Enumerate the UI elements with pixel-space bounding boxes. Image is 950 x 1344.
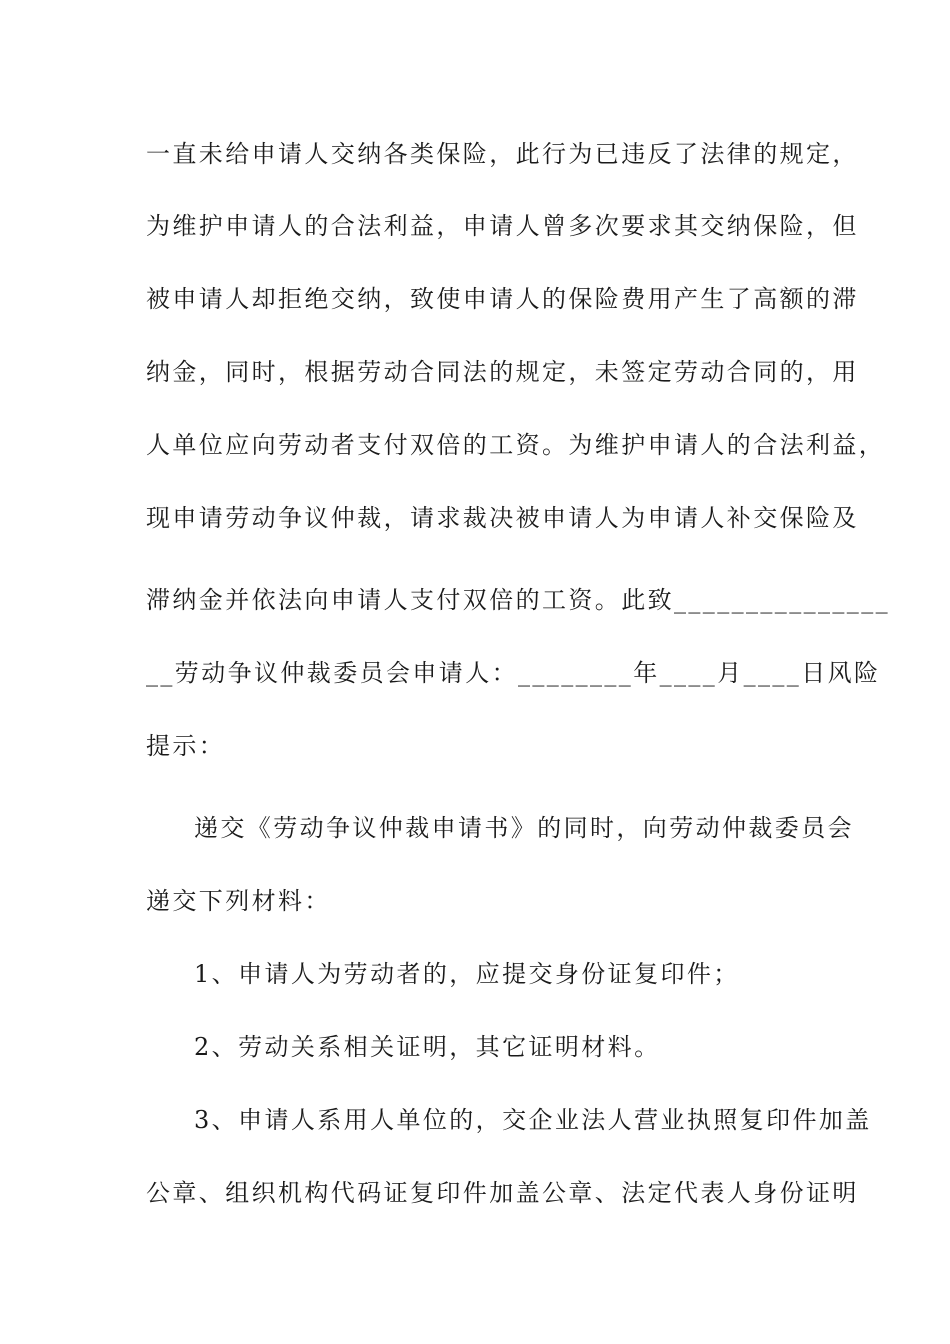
text-line: 为维护申请人的合法利益，申请人曾多次要求其交纳保险，但 (146, 212, 859, 240)
text-line: 人单位应向劳动者支付双倍的工资。为维护申请人的合法利益， (146, 431, 886, 459)
list-item: 1、申请人为劳动者的，应提交身份证复印件； (194, 960, 740, 988)
list-item: 3、申请人系用人单位的，交企业法人营业执照复印件加盖 (194, 1106, 872, 1134)
text-line: 滞纳金并依法向申请人支付双倍的工资。此致_______________ (146, 586, 890, 614)
text-line: 被申请人却拒绝交纳，致使申请人的保险费用产生了高额的滞 (146, 285, 859, 313)
text-line: 纳金，同时，根据劳动合同法的规定，未签定劳动合同的，用 (146, 358, 859, 386)
text-line: 递交下列材料： (146, 887, 331, 915)
paragraph-first-line: 递交《劳动争议仲裁申请书》的同时，向劳动仲裁委员会 (194, 814, 854, 842)
text-line: __劳动争议仲裁委员会申请人：________年____月____日风险 (146, 659, 881, 687)
text-line: 一直未给申请人交纳各类保险，此行为已违反了法律的规定， (146, 140, 859, 168)
text-line: 提示： (146, 732, 226, 760)
list-item: 2、劳动关系相关证明，其它证明材料。 (194, 1033, 661, 1061)
text-line: 现申请劳动争议仲裁，请求裁决被申请人为申请人补交保险及 (146, 504, 859, 532)
text-line: 公章、组织机构代码证复印件加盖公章、法定代表人身份证明 (146, 1179, 859, 1207)
